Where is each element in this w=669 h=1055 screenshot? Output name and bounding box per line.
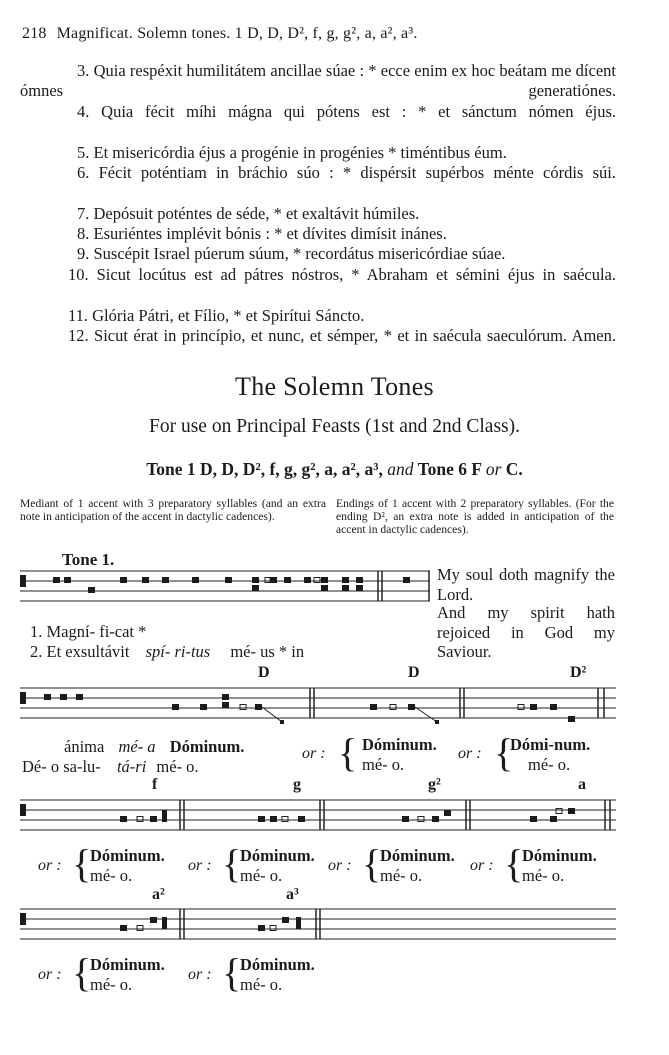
anima-1: ánima xyxy=(64,737,105,756)
dominum-3: Dóminum. xyxy=(240,846,315,865)
ending-label-a2: a² xyxy=(152,886,165,903)
deo-3: mé- o. xyxy=(156,757,199,776)
dominum-6: Dóminum. xyxy=(90,955,165,974)
endings-staff-3 xyxy=(20,903,616,945)
or-8: or : xyxy=(188,966,212,983)
page-number: 218 xyxy=(22,25,47,42)
tone-1-text-1: 1. Magní- fi-cat * xyxy=(30,622,147,641)
section-subtitle: For use on Principal Feasts (1st and 2nd Class). xyxy=(148,416,520,437)
tone-1-staff xyxy=(20,565,430,607)
or-4: or : xyxy=(188,857,212,874)
ending-label-a3: a³ xyxy=(286,886,299,903)
tone-1-text-2c: mé- us * in xyxy=(230,642,305,661)
meo-5: mé- o. xyxy=(522,866,565,885)
ending-label-d2: D² xyxy=(570,664,587,681)
ending-text-deo xyxy=(22,757,199,777)
or-7: or : xyxy=(38,966,62,983)
ending-text-anima xyxy=(64,737,244,757)
tone-1-text-2b: spí- ri-tus xyxy=(145,642,211,661)
dominum-1: Dóminum. xyxy=(362,735,437,754)
brace-8: { xyxy=(222,950,242,995)
meo-2: mé- o. xyxy=(90,866,133,885)
verse-8: 8. Esuriéntes implévit bónis : * et dívites dimísit inánes. xyxy=(77,224,447,243)
ending-label-g: g xyxy=(293,776,301,793)
brace-1: { xyxy=(338,730,358,775)
anima-2: mé- a xyxy=(118,737,156,756)
running-title: Magnificat. Solemn tones. 1 D, D, D², f, g, g², a, a², a³. xyxy=(56,25,418,42)
tones-heading-c: C. xyxy=(505,459,523,479)
verse-12: 12. Sicut érat in princípio, et nunc, et sémper, * et in saécula saeculórum. Amen. xyxy=(68,326,616,345)
tones-heading-b: Tone 6 F xyxy=(417,459,482,479)
verse-11: 11. Glória Pátri, et Fílio, * et Spirítui Sáncto. xyxy=(68,306,365,325)
or-2: or : xyxy=(458,745,482,762)
or-5: or : xyxy=(328,857,352,874)
ending-label-a: a xyxy=(578,776,586,793)
dominum-4: Dóminum. xyxy=(380,846,455,865)
verse-4: 4. Quia fécit míhi mágna qui pótens est : * et sánctum nómen éjus. xyxy=(77,102,616,121)
mediant-note: Mediant of 1 accent with 3 preparatory syllables (and an extra note in anticipation of the accent in dactylic cadences). xyxy=(20,497,326,524)
domi-num: Dómi-num. xyxy=(510,735,591,754)
tones-heading xyxy=(0,459,669,480)
meo-3: mé- o. xyxy=(240,866,283,885)
tone-1-label: Tone 1. xyxy=(62,550,115,569)
endings-note: Endings of 1 accent with 2 preparatory syllables. (For the ending D², an extra note is added in anticipation of the accent in dactylic cadences). xyxy=(336,497,614,537)
meo-1: mé- o. xyxy=(362,755,405,774)
ending-label-d: D xyxy=(258,664,270,681)
anima-3: Dóminum. xyxy=(169,737,245,756)
me-o-1: mé- o. xyxy=(528,755,571,774)
english-verse-2: And my spirit hath rejoiced in God my Saviour. xyxy=(437,603,615,662)
verse-9: 9. Suscépit Israel púerum súum, * recordátus misericórdiae súae. xyxy=(77,244,506,263)
verse-5: 5. Et misericórdia éjus a progénie in progénies * timéntibus éum. xyxy=(77,143,507,162)
brace-5: { xyxy=(362,841,382,886)
endings-staff-2 xyxy=(20,794,616,836)
tone-1-text-2a: 2. Et exsultávit xyxy=(30,642,130,661)
deo-2: tá-ri xyxy=(116,757,147,776)
brace-2: { xyxy=(494,730,514,775)
deo-1: Dé- o sa-lu- xyxy=(22,757,101,776)
running-header xyxy=(22,25,418,43)
verse-3: 3. Quia respéxit humilitátem ancillae súae : * ecce enim ex hoc beátam me dícent ómnes generatiónes. xyxy=(20,61,616,101)
brace-6: { xyxy=(504,841,524,886)
endings-staff-1 xyxy=(20,682,616,730)
section-title: The Solemn Tones xyxy=(235,372,434,401)
tone-1-text-2 xyxy=(30,642,304,662)
or-6: or : xyxy=(470,857,494,874)
brace-4: { xyxy=(222,841,242,886)
english-verse-1: My soul doth magnify the Lord. xyxy=(437,565,615,604)
ending-label-g2: g² xyxy=(428,776,441,793)
brace-3: { xyxy=(72,841,92,886)
tones-heading-or: or xyxy=(485,459,502,479)
meo-6: mé- o. xyxy=(90,975,133,994)
ending-label-f: f xyxy=(152,776,158,793)
tones-heading-a: Tone 1 D, D, D², f, g, g², a, a², a³, xyxy=(146,459,383,479)
ending-label-d-2: D xyxy=(408,664,420,681)
meo-4: mé- o. xyxy=(380,866,423,885)
verse-6: 6. Fécit poténtiam in bráchio súo : * dispérsit supérbos ménte córdis súi. xyxy=(77,163,616,182)
dominum-7: Dóminum. xyxy=(240,955,315,974)
meo-7: mé- o. xyxy=(240,975,283,994)
dominum-2: Dóminum. xyxy=(90,846,165,865)
tones-heading-and: and xyxy=(387,459,414,479)
or-1: or : xyxy=(302,745,326,762)
verse-10: 10. Sicut locútus est ad pátres nóstros, * Abraham et sémini éjus in saécula. xyxy=(68,265,616,284)
or-3: or : xyxy=(38,857,62,874)
brace-7: { xyxy=(72,950,92,995)
dominum-5: Dóminum. xyxy=(522,846,597,865)
verse-7: 7. Depósuit poténtes de séde, * et exaltávit húmiles. xyxy=(77,204,420,223)
